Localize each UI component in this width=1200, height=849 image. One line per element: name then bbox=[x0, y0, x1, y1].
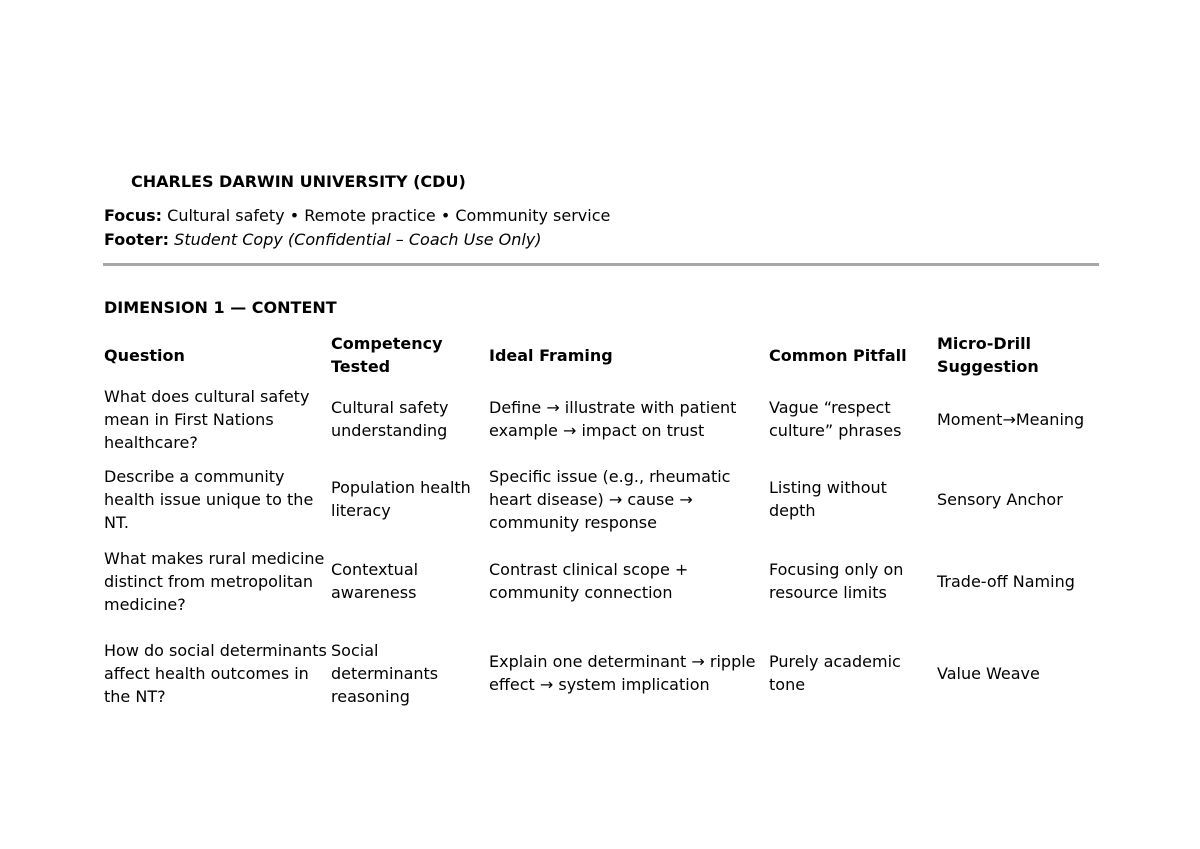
micro-drill-cell: Trade-off Naming bbox=[937, 571, 1075, 591]
competency-cell: Population health literacy bbox=[331, 478, 471, 520]
micro-drill-cell: Value Weave bbox=[937, 663, 1040, 683]
common-pitfall-cell: Focusing only on resource limits bbox=[769, 560, 904, 602]
common-pitfall-cell: Purely academic tone bbox=[769, 652, 901, 694]
question-cell: What does cultural safety mean in First Nations healthcare? bbox=[104, 386, 310, 452]
question-cell: How do social determinants affect health outcomes in the NT? bbox=[104, 640, 327, 706]
micro-drill-cell: Moment→Meaning bbox=[937, 409, 1085, 429]
footer-value: Student Copy (Confidential – Coach Use Only) bbox=[174, 230, 542, 249]
horizontal-divider bbox=[103, 263, 1099, 266]
footer-line bbox=[104, 230, 542, 250]
ideal-framing-cell: Specific issue (e.g., rheumatic heart disease) → cause → community response bbox=[489, 466, 731, 532]
ideal-framing-cell: Define → illustrate with patient example → impact on trust bbox=[489, 398, 737, 440]
ideal-framing-cell: Contrast clinical scope + community connection bbox=[489, 560, 689, 602]
header-micro-drill: Micro-Drill Suggestion bbox=[937, 334, 1039, 376]
header-question: Question bbox=[104, 345, 185, 365]
header-ideal-framing: Ideal Framing bbox=[489, 345, 613, 365]
table-row bbox=[102, 459, 1102, 539]
footer-label: Footer: bbox=[104, 230, 170, 249]
table-row bbox=[102, 539, 1102, 623]
focus-label: Focus: bbox=[104, 206, 163, 225]
header-competency: Competency Tested bbox=[331, 334, 443, 376]
document-title: CHARLES DARWIN UNIVERSITY (CDU) bbox=[131, 172, 466, 191]
focus-value: Cultural safety • Remote practice • Community service bbox=[167, 206, 611, 225]
dimension-heading: DIMENSION 1 — CONTENT bbox=[104, 298, 337, 317]
micro-drill-cell: Sensory Anchor bbox=[937, 489, 1063, 509]
competency-cell: Contextual awareness bbox=[331, 560, 419, 602]
common-pitfall-cell: Listing without depth bbox=[769, 478, 887, 520]
question-cell: What makes rural medicine distinct from metropolitan medicine? bbox=[104, 548, 325, 614]
competency-cell: Cultural safety understanding bbox=[331, 398, 449, 440]
focus-line bbox=[104, 206, 610, 226]
table-row bbox=[102, 623, 1102, 723]
question-cell: Describe a community health issue unique to the NT. bbox=[104, 466, 314, 532]
competency-cell: Social determinants reasoning bbox=[331, 640, 439, 706]
content-table bbox=[102, 331, 1102, 723]
common-pitfall-cell: Vague “respect culture” phrases bbox=[769, 398, 902, 440]
table-row bbox=[102, 379, 1102, 459]
ideal-framing-cell: Explain one determinant → ripple effect → system implication bbox=[489, 652, 756, 694]
header-common-pitfall: Common Pitfall bbox=[769, 345, 907, 365]
table-header-row bbox=[102, 331, 1102, 379]
